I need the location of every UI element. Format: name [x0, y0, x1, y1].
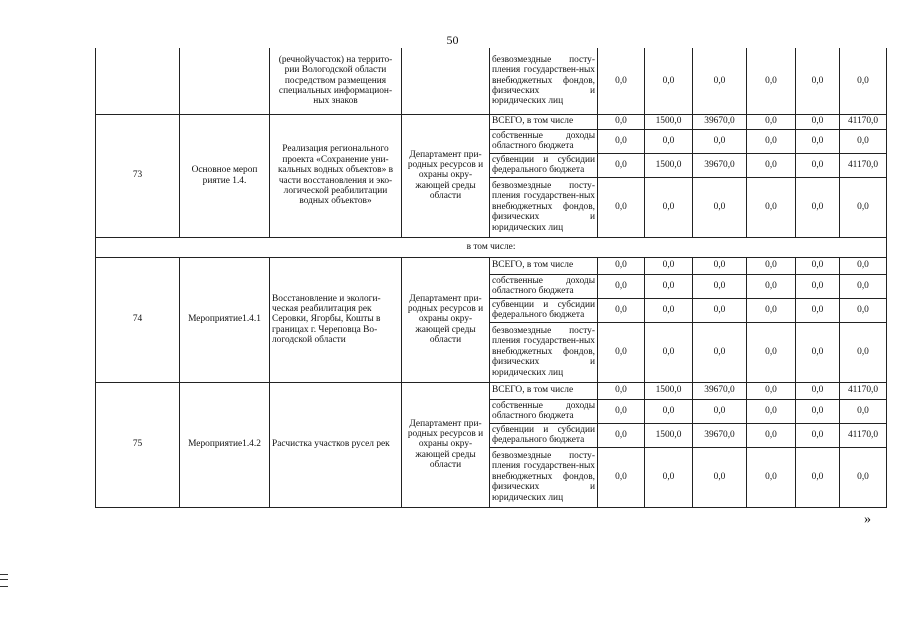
- table-row: [96, 382, 887, 399]
- source-label: ВСЕГО, в том числе: [490, 114, 598, 129]
- value-cell: 0,0: [796, 447, 840, 507]
- source-label: безвозмездные посту-пления государствен-ных внебюджетных фондов, физических и юридических лиц: [490, 322, 598, 382]
- value-cell: 0,0: [796, 322, 840, 382]
- value-cell: 0,0: [840, 257, 887, 274]
- row-number: 75: [96, 382, 180, 507]
- value-cell: 1500,0: [645, 423, 693, 447]
- subsection-label: в том числе:: [96, 237, 887, 257]
- value-cell: 41170,0: [840, 153, 887, 177]
- value-cell: 0,0: [598, 177, 645, 237]
- source-label: безвозмездные посту-пления государствен-ных внебюджетных фондов, физических и юридических лиц: [490, 447, 598, 507]
- value-cell: 0,0: [747, 274, 796, 298]
- value-cell: 39670,0: [693, 423, 747, 447]
- value-cell: 0,0: [747, 48, 796, 114]
- value-cell: 0,0: [645, 298, 693, 322]
- measure-description: Восстановление и экологи-ческая реабилитация рек Серовки, Ягорбы, Кошты в границах г. Череповца Во-логодской области: [270, 257, 402, 382]
- measure-description: Расчистка участков русел рек: [270, 382, 402, 507]
- value-cell: 0,0: [693, 177, 747, 237]
- value-cell: 0,0: [598, 274, 645, 298]
- value-cell: 0,0: [598, 153, 645, 177]
- value-cell: 0,0: [796, 48, 840, 114]
- measure-name: Мероприятие1.4.1: [180, 257, 270, 382]
- value-cell: 0,0: [796, 423, 840, 447]
- source-label: собственные доходы областного бюджета: [490, 399, 598, 423]
- value-cell: 0,0: [840, 48, 887, 114]
- responsible-department: Департамент при-родных ресурсов и охраны окру-жающей среды области: [402, 114, 490, 237]
- value-cell: 0,0: [796, 129, 840, 153]
- value-cell: 0,0: [693, 399, 747, 423]
- row-number-cell: [96, 48, 180, 114]
- value-cell: 0,0: [796, 382, 840, 399]
- value-cell: 0,0: [598, 298, 645, 322]
- table-row: [96, 48, 887, 114]
- value-cell: 0,0: [598, 382, 645, 399]
- value-cell: 0,0: [645, 447, 693, 507]
- value-cell: 41170,0: [840, 114, 887, 129]
- measure-name: Основное мероп риятие 1.4.: [180, 114, 270, 237]
- value-cell: 0,0: [598, 399, 645, 423]
- closing-quote-mark: »: [864, 512, 871, 527]
- value-cell: 39670,0: [693, 382, 747, 399]
- value-cell: 0,0: [747, 153, 796, 177]
- value-cell: 0,0: [693, 298, 747, 322]
- value-cell: 1500,0: [645, 153, 693, 177]
- value-cell: 0,0: [693, 48, 747, 114]
- value-cell: 0,0: [840, 447, 887, 507]
- value-cell: 0,0: [747, 322, 796, 382]
- value-cell: 1500,0: [645, 382, 693, 399]
- responsible-department: Департамент при-родных ресурсов и охраны окру-жающей среды области: [402, 257, 490, 382]
- value-cell: 0,0: [747, 447, 796, 507]
- value-cell: 0,0: [693, 274, 747, 298]
- measure-description: Реализация регионального проекта «Сохранение уни-кальных водных объектов» в части восстановления и эко-логической реабилитации водных объектов»: [270, 114, 402, 237]
- margin-scan-mark: [0, 574, 8, 587]
- value-cell: 0,0: [598, 322, 645, 382]
- value-cell: 0,0: [747, 257, 796, 274]
- value-cell: 0,0: [840, 399, 887, 423]
- value-cell: 0,0: [693, 257, 747, 274]
- responsible-cell: [402, 48, 490, 114]
- row-number: 73: [96, 114, 180, 237]
- value-cell: 0,0: [796, 274, 840, 298]
- value-cell: 0,0: [645, 257, 693, 274]
- table-row: [96, 257, 887, 274]
- value-cell: 0,0: [747, 382, 796, 399]
- value-cell: 0,0: [840, 177, 887, 237]
- source-label: собственные доходы областного бюджета: [490, 274, 598, 298]
- value-cell: 0,0: [598, 447, 645, 507]
- measure-description: (речнойучасток) на террито-рии Вологодской области посредством размещения специальных информацион-ных знаков: [270, 48, 402, 114]
- value-cell: 0,0: [645, 177, 693, 237]
- value-cell: 0,0: [645, 48, 693, 114]
- value-cell: 0,0: [693, 322, 747, 382]
- table-row: [96, 237, 887, 257]
- source-label: субвенции и субсидии федерального бюджета: [490, 298, 598, 322]
- value-cell: 0,0: [796, 177, 840, 237]
- value-cell: 0,0: [840, 129, 887, 153]
- value-cell: 0,0: [747, 399, 796, 423]
- measure-name-cell: [180, 48, 270, 114]
- source-label: безвозмездные посту-пления государствен-ных внебюджетных фондов, физических и юридических лиц: [490, 177, 598, 237]
- measure-name: Мероприятие1.4.2: [180, 382, 270, 507]
- value-cell: 0,0: [598, 48, 645, 114]
- value-cell: 0,0: [693, 447, 747, 507]
- value-cell: 0,0: [645, 129, 693, 153]
- source-label: ВСЕГО, в том числе: [490, 382, 598, 399]
- value-cell: 41170,0: [840, 423, 887, 447]
- value-cell: 0,0: [598, 114, 645, 129]
- value-cell: 0,0: [747, 114, 796, 129]
- value-cell: 0,0: [840, 322, 887, 382]
- source-label: субвенции и субсидии федерального бюджета: [490, 153, 598, 177]
- value-cell: 0,0: [645, 399, 693, 423]
- value-cell: 0,0: [747, 423, 796, 447]
- source-label: безвозмездные посту-пления государствен-ных внебюджетных фондов, физических и юридических лиц: [490, 48, 598, 114]
- value-cell: 0,0: [693, 129, 747, 153]
- page-number: 50: [446, 33, 459, 47]
- value-cell: 39670,0: [693, 114, 747, 129]
- value-cell: 39670,0: [693, 153, 747, 177]
- value-cell: 0,0: [840, 298, 887, 322]
- value-cell: 0,0: [747, 129, 796, 153]
- row-number: 74: [96, 257, 180, 382]
- value-cell: 0,0: [840, 274, 887, 298]
- source-label: собственные доходы областного бюджета: [490, 129, 598, 153]
- value-cell: 0,0: [598, 257, 645, 274]
- budget-table: [95, 48, 887, 508]
- value-cell: 0,0: [796, 257, 840, 274]
- value-cell: 0,0: [747, 177, 796, 237]
- value-cell: 0,0: [796, 153, 840, 177]
- value-cell: 0,0: [796, 298, 840, 322]
- value-cell: 0,0: [747, 298, 796, 322]
- value-cell: 1500,0: [645, 114, 693, 129]
- table-row: [96, 114, 887, 129]
- value-cell: 41170,0: [840, 382, 887, 399]
- value-cell: 0,0: [645, 274, 693, 298]
- value-cell: 0,0: [598, 423, 645, 447]
- value-cell: 0,0: [645, 322, 693, 382]
- source-label: ВСЕГО, в том числе: [490, 257, 598, 274]
- value-cell: 0,0: [796, 114, 840, 129]
- value-cell: 0,0: [796, 399, 840, 423]
- responsible-department: Департамент при-родных ресурсов и охраны окру-жающей среды области: [402, 382, 490, 507]
- source-label: субвенции и субсидии федерального бюджета: [490, 423, 598, 447]
- value-cell: 0,0: [598, 129, 645, 153]
